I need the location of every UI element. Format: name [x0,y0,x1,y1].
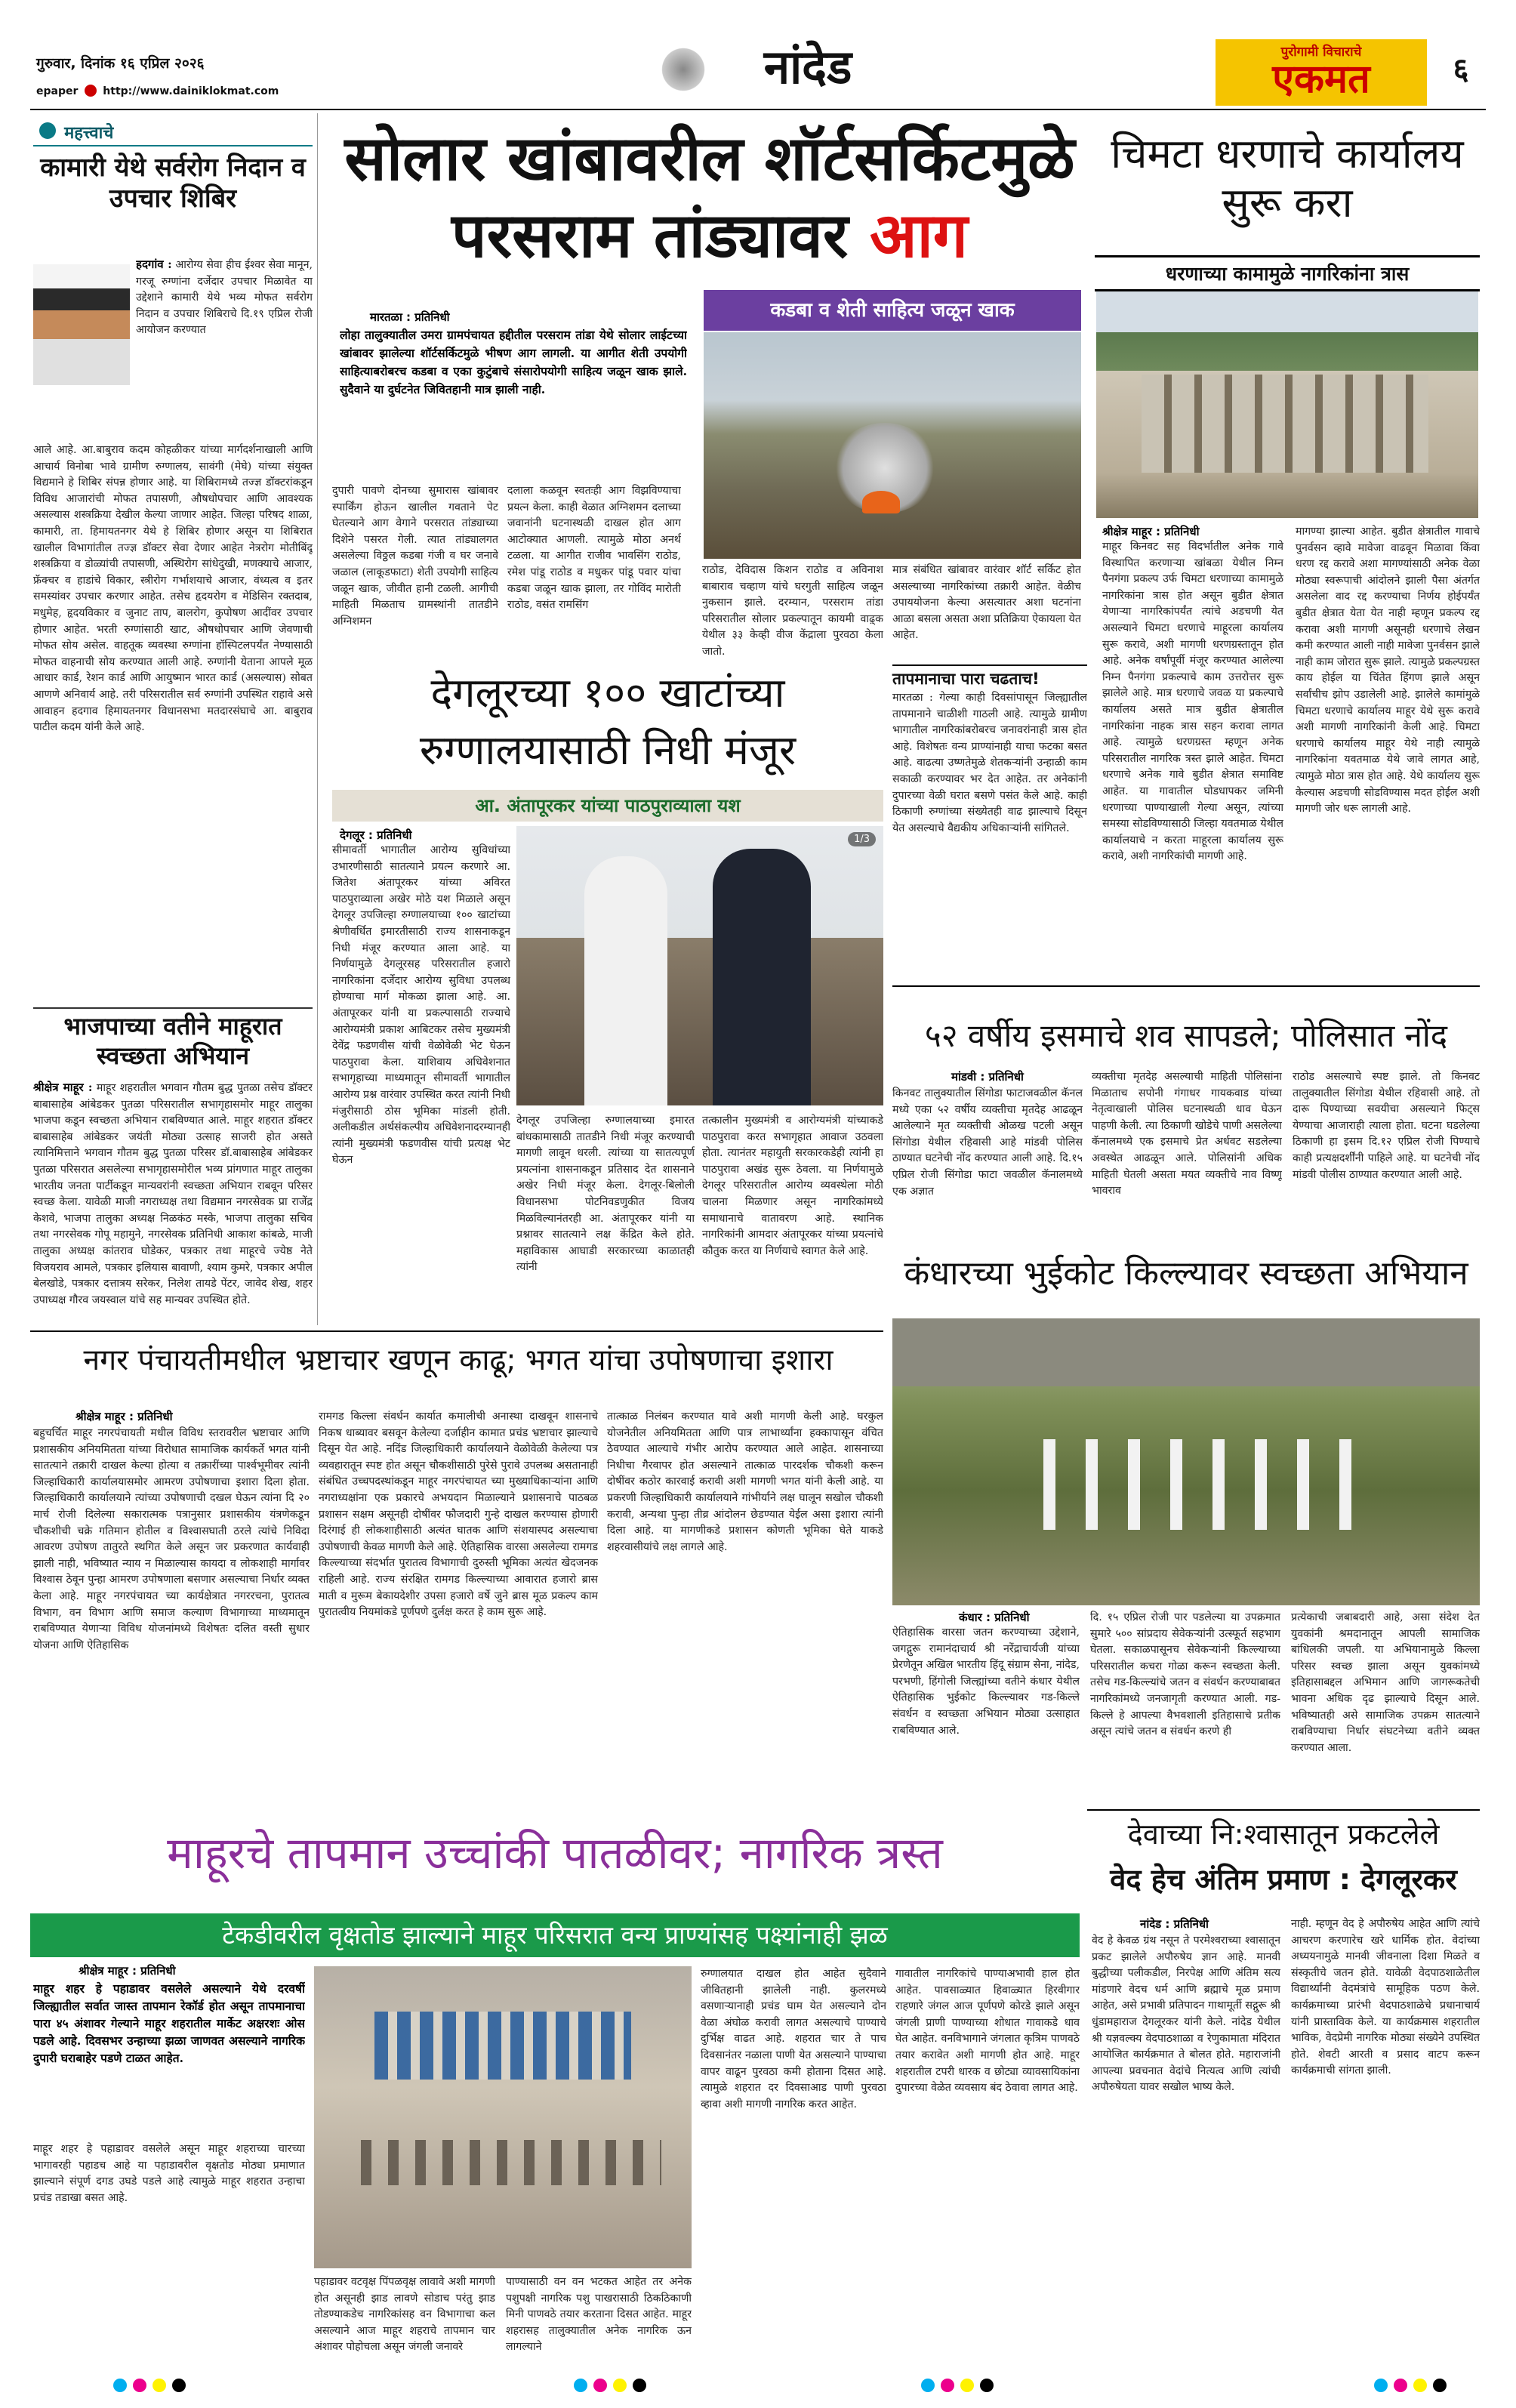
reg-mark-yellow [153,2379,166,2392]
fort-col3: प्रत्येकाची जबाबदारी आहे, असा संदेश देत युवकांनी श्रमदानातून आपली सामाजिक बांधिलकी जपली. या अभियानामुळे किल्ला परिसर स्वच्छ झाला असून युवकांमध्ये इतिहासाबद्दल अभिमान आणि जागरूकतेची भावना अधिक दृढ झाल्याचे दिसून आले. भविष्यातही असे सामाजिक उपक्रम सातत्याने राबविण्याचा निर्धार संघटनेच्या वतीने व्यक्त करण्यात आला. [1291,1611,1480,1754]
lead-col1: दुपारी पावणे दोनच्या सुमारास खांबावर स्पार्किंग होऊन खालील गवताने पेट घेतल्याने आग वेगाने परसरात तांड्याच्या दिशेने पसरत गेली. त्यात तांड्यालगत असलेल्या विठ्ठल कडबा गंजी व घर जनावे जळाल (लाकूडफाटा) शेती उपयोगी साहित्य जळून खाक, जीवीत हानी टळली. आगीची माहिती मिळताच ग्रामस्थांनी तातडीने अग्निशमन [332,485,498,627]
sidebar-rule [317,113,318,1325]
story1-lead [136,257,313,438]
lead-col3: राठोड, देविदास किशन राठोड व अविनाश बाबाराव चव्हाण यांचे घरगुती साहित्य जळून नुकसान झाले. दरम्यान, परसराम तांडा परिसरातील सोलार प्रकल्पातून कायमी वाढ़्क येथील ३३ केव्ही वीज केंद्राला पुरवठा केला जातो. [702,564,883,658]
lead-fire-photo [704,332,1081,559]
masthead [30,36,1486,112]
hospital-col2: देगलूर उपजिल्हा रुग्णालयाच्या इमारत बांधकामासाठी तातडीने निधी मंजूर करण्याची मागणी लावून धरली. त्यांच्या या सातत्यपूर्ण प्रयत्नांना शासनाकडून प्रतिसाद देत शासनाने अखेर निधी मंजूर केला. देगलूर-बिलोली विधानसभा पोटनिवडणुकीत विजय मिळविल्यानंतरही आ. अंतापूरकर यांनी या प्रश्नावर सातत्याने लक्ष केंद्रित केले होते. महाविकास आघाडी सरकारच्या काळातही त्यांनी [516,1115,695,1274]
story1-portrait [33,264,130,385]
masthead-url-line [36,85,279,97]
reg-mark-black-3 [980,2379,994,2392]
lead-col4: मात्र संबंधित खांबावर वारंवार शॉर्ट सर्किट होत असल्याच्या नागरिकांच्या तक्रारी आहेत. वेळीच उपाययोजना केल्या असत्यातर अशा घटनांना आळा बसला असता अशा प्रतिक्रिया ऐकायला येत आहेत. [892,564,1081,642]
page-number: ६ [1453,52,1469,87]
registration-marks-bottom [30,2379,1486,2395]
heat-headline: माहूरचे तापमान उच्चांकी पातळीवर; नागरिक त्रस्त [167,1827,943,1879]
fort-wall-icon [892,1318,1480,1386]
paper-brand [1216,39,1427,106]
reg-mark-black-2 [633,2379,646,2392]
temp-short-headline: तापमानाचा पारा चढताच! [892,670,1040,688]
reg-mark-cyan-3 [921,2379,935,2392]
city-ornament-icon [657,47,710,92]
body-found-col3: राठोड असल्याचे स्पष्ट झाले. तो किनवट तालुक्यातील सिंगोडा येथील रहिवासी आहे. तो दारू पिण्याच्या सवयीचा असल्याने फिट्स येण्याचा आजाराही त्याला होता. घटना घडलेल्या ठिकाणी हा इसम दि.१२ एप्रिल रोजी पिण्याचे काही प्रत्यक्षदर्शींनी पाहिले आहे. या घटनेची नोंद मांडवी पोलीस ठाण्यात करण्यात आली आहे. [1293,1071,1480,1181]
volunteers-icon [1013,1439,1360,1530]
lead-intro-box [340,310,687,476]
fort-col2: दि. १५ एप्रिल रोजी पार पडलेल्या या उपक्रमात सुमारे ५०० सांप्रदाय सेवेकऱ्यांनी उत्स्फूर्त सहभाग घेतला. सकाळपासूनच सेवेकऱ्यांनी किल्ल्याच्या परिसरातील कचरा गोळा करून स्वच्छता केली. तसेच गड-किल्ल्यांचे जतन व संवर्धन करण्याबाबत नागरिकांमध्ये जनजागृती करण्यात आली. गड-किल्ले हे आपल्या वैभवशाली इतिहासाचे प्रतीक असून त्यांचे जतन व संवर्धन करणे ही [1090,1611,1280,1738]
reg-mark-yellow-4 [1413,2379,1427,2392]
city-banner [657,36,906,106]
section-icon [39,122,56,139]
body-found-col2: व्यक्तीचा मृतदेह असल्याची माहिती पोलिसांना मिळाताच सपोनी गंगाधर गायकवाड यांच्या नेतृत्वाखाली पोलिस घटनास्थळी धाव घेऊन पाहणी केली. त्या ठिकाणी खोडेचे पाणी असलेल्या कॅनालमध्ये एक इसमाचे प्रेत अर्धवट सडलेल्या अवस्थेत आढळून आले. पोलिसांनी अधिक माहिती घेतली असता मयत व्यक्तीचे नाव विष्णू भावराव [1092,1071,1282,1198]
lead-headline-black: परसराम तांड्यावर [451,200,849,272]
body-found-byline: मांडवी : प्रतिनिधी [951,1070,1024,1084]
heat-subhead: टेकडीवरील वृक्षतोड झाल्याने माहूर परिसरात वन्य प्राण्यांसह पक्ष्यांनाही झळ [222,1920,888,1950]
reg-mark-magenta [133,2379,146,2392]
body-found-headline: ५२ वर्षीय इसमाचे शव सापडले; पोलिसात नोंद [924,1017,1448,1054]
veda-byline: नांदेड : प्रतिनिधी [1140,1917,1209,1931]
reg-mark-cyan [113,2379,127,2392]
masthead-rule [30,109,1486,110]
veda-headline-line2: वेद हेच अंतिम प्रमाण : देगलूरकर [1110,1863,1457,1896]
lead-subhead-bar [704,290,1081,331]
story1-lead-text: आरोग्य सेवा हीच ईश्वर सेवा मानून, गरजू रुग्णांना दर्जेदार उपचार मिळावेत या उद्देशाने कामारी येथे भव्य मोफत सर्वरोग निदान व उपचार शिबिराचे दि.१९ एप्रिल रोजी आयोजन करण्यात [136,259,313,337]
nagar-col1: बहुचर्चित माहूर नगरपंचायती मधील विविध स्तरावरील भ्रष्टाचार आणि प्रशासकीय अनियमितता यांच्या विरोधात सामाजिक कार्यकर्ते भगत यांनी सातत्याने तक्रारी दाखल केल्या होत्या व तक्रारींच्या पार्श्वभूमीवर त्यांनी जिल्हाधिकारी कार्यालयासमोर आमरण उपोषणाचा इशारा दिला होता. जिल्हाधिकारी कार्यालयाने त्यांच्या उपोषणाची दखल घेऊन त्यांना दि २० मार्च रोजी दिलेल्या सकारात्मक पत्रानुसार प्रशासकीय यंत्रणेकडून चौकशीची चक्रे गतिमान होतील व विश्वासघाती ठरले त्यांचे निविदा आवरण उपोषण तातुरते स्थगित केले असून जर प्रकरणात कार्यवाही झाली नाही, भविष्यात न्याय न मिळाल्यास कायदा व लोकशाही मार्गावर विश्वास ठेवून पुन्हा आमरण उपोषणाला बसणार असल्याचा निर्धार व्यक्त केला आहे. माहूर नगरपंचायत च्या कार्यक्षेत्रात नगररचना, पुरातत्व विभाग, वन विभाग आणि समाज कल्याण विभागाच्या माध्यमातून राबविण्यात येणाऱ्या विविध योजनांमध्ये विशेषतः दलित वस्ती सुधार योजना आणि ऐतिहासिक [33,1427,310,1651]
heat-intro: माहूर शहर हे पहाडावर वसलेले असल्याने येथे दरवर्षी जिल्ह्यातील सर्वात जास्त तापमान रेकॉर्ड होत असून तापमानाचा पारा ४५ अंशावर गेल्याने माहूर शहरातील मार्केट अक्षरशः ओस पडले आहे. दिवसभर उन्हाच्या झळा जाणवत असल्याने नागरिक दुपारी घराबाहेर पडणे टाळत आहेत. [33,1981,305,2065]
story2-body-text: माहूर शहरातील भगवान गौतम बुद्ध पुतळा तसेच डॉक्टर बाबासाहेब आंबेडकर पुतळा परिसरातील सभागृहासमोर माहूर तालुका भाजपा कडून स्वच्छता अभियान राबविण्यात आले. माहूर शहरात डॉक्टर बाबासाहेब आंबेडकर जयंती मोठ्या उत्साह साजरी होत असते त्यानिमित्ताने भगवान गौतम बुद्ध पुतळा परिसर डॉ.बाबासाहेब आंबेडकर पुतळा परिसरात असलेल्या सभागृहासमोरील भव्य प्रांगणात माहूर तालुका भारतीय जनता पार्टीकडून मान्यवरांनी स्वच्छता अभियान राबवून परिसर स्वच्छ केला. यावेळी माजी नगराध्यक्ष तथा विद्यमान नगरसेवक प्रा राजेंद्र केशवे, भाजपा तालुका अध्यक्ष निळकंठ मस्के, भाजपा तालुका सचिव तथा नगरसेवक गोपू महामुने, नगरसेवक प्रतिनिधी आकाश कांबळे, माजी तालुका अध्यक्ष कांतराव घोडेकर, पत्रकार तथा माहूरचे ज्येष्ठ नेते विजयराव आमले, पत्रकार इलियास बावाणी, श्याम कुमरे, पत्रकार अपील बेलखोडे, पत्रकार दत्तात्रय सरेकर, निलेश तायडे पेंटर, जावेद शेख, शहर उपाध्यक्ष गौरव जयस्वाल यांचे सह मान्यवर उपस्थित होते. [33,1082,313,1306]
epaper-label: epaper [36,85,79,97]
dharna-headline: चिमटा धरणाचे कार्यालय सुरू करा [1111,130,1464,227]
masthead-date: गुरुवार, दिनांक १६ एप्रिल २०२६ [36,55,205,72]
photo-counter[interactable]: 1/3 [848,832,876,846]
body-found-rule [892,985,1480,987]
story1-byline: हदगांव : [136,257,172,271]
heat-col3: पाण्यासाठी वन वन भटकत आहेत तर अनेक पशुपक्षी नागरिक पशु पाखरासाठी ठिकठिकाणी मिनी पाणवठे तयार करताना दिसत आहेत. माहूर शहरासह तालुक्यातील अनेक नागरिक ऊन लागल्याने [506,2276,692,2354]
veda-col2: नाही. म्हणून वेद हे अपौरुषेय आहेत आणि त्यांचे आचरण करणारेच खरे धार्मिक होत. वेदांच्या अध्ययनामुळे मानवी जीवनाला दिशा मिळते व संस्कृतीचे जतन होते. यावेळी वेदपाठशाळेतील विद्यार्थ्यांनी वेदमंत्रांचे सामूहिक पठण केले. कार्यक्रमाच्या प्रारंभी वेदपाठशाळेचे प्रधानाचार्य यांनी प्रास्ताविक केले. या कार्यक्रमास शहरातील भाविक, वेदप्रेमी नागरिक मोठ्या संख्येने उपस्थित होते. शेवटी आरती व प्रसाद वाटप करून कार्यक्रमाची सांगता झाली. [1291,1918,1480,2077]
reg-mark-yellow-3 [960,2379,974,2392]
heat-byline: श्रीक्षेत्र माहूर : प्रतिनिधी [79,1964,176,1978]
hospital-headline-line2: रुग्णालयासाठी निधी मंजूर [419,726,797,774]
heat-col5: गावातील नागरिकांचे पाण्याअभावी हाल होत आहेत. पावसाळ्यात हिवाळ्यात हिरवीगार राहणारे जंगल आज पूर्णपणे कोरडे झाले असून जंगली प्राणी पाण्याच्या शोधात गावाकडे धाव घेत आहेत. वनविभागाने जंगलात कृत्रिम पाणवठे तयार करावेत अशी मागणी होत आहे. माहूर शहरातील टपरी धारक व छोट्या व्यावसायिकांना दुपारच्या वेळेत व्यवसाय बंद ठेवावा लागत आहे. [895,1968,1080,2095]
story1-headline: कामारी येथे सर्वरोग निदान व उपचार शिबिर [40,153,306,214]
hospital-subhead: आ. अंतापूरकर यांच्या पाठपुराव्याला यश [475,795,741,816]
temp-short [892,664,1087,982]
reg-mark-black-4 [1433,2379,1447,2392]
heat-col2: पहाडावर वटवृक्ष पिंपळवृक्ष लावावे अशी मागणी होत असूनही झाड लावणे सोडाच परंतु झाड तोडण्याकडेच नागरिकांसह वन विभागाचा कल असल्याने आज माहूर शहराचे तापमान चार अंशावर पोहोचला असून जंगली जनावरे [314,2276,495,2354]
heat-intro-box [33,1963,305,2137]
story1-body: आले आहे. आ.बाबुराव कदम कोहळीकर यांच्या मार्गदर्शनाखाली आणि आचार्य विनोबा भावे ग्रामीण रुग्णालय, सावंगी (मेघे) यांच्या संयुक्त विद्यमाने हे शिबिर संपन्न होणार आहे. या शिबिरामध्ये तज्ज्ञ डॉक्टरांकडून विविध आजारांची मोफत तपासणी, औषधोपचार आणि आवश्यक असल्यास शस्त्रक्रिया देखील केल्या जाणार आहेत. जिल्हा परिषद शाळा, कामारी, ता. हिमायतनगर येथे हे शिबिर होणार असून या शिबिरात खालील विभागांतील तज्ज्ञ डॉक्टर सेवा देणार आहेत नेत्ररोग मोतीबिंदू शस्त्रक्रिया व डोळ्यांची तपासणी, अस्थिरोग सांधेदुखी, मणक्याचे आजार, फ्रॅक्चर व हाडांचे विकार, स्त्रीरोग गर्भाशयाचे आजार, वंध्यत्व व इतर समस्यांवर उपचार करणार आहेत. तसेच हृदयरोग व मेडिसिन रक्तदाब, मधुमेह, हृदयविकार व जुनाट ताप, बालरोग, कुपोषण आदींवर उपचार होणार आहेत. भरती रुग्णांसाठी खाट, औषधोपचार आणि जेवणाची मोफत सोय असेल. वाहतूक व्यवस्था रुग्णांना हॉस्पिटलपर्यंत नेण्यासाठी मोफत वाहनाची सोय करण्यात आली आहे. रुग्णांनी येताना आपले मूळ आधार कार्ड, रेशन कार्ड आणि आयुष्मान भारत कार्ड (असल्यास) सोबत आणणे अनिवार्य आहे. तरी परिसरातील सर्व रुग्णांनी उपस्थित राहावे असे आवाहन हदगाव हिमायतनगर विधानसभा मतदारसंघाचे आ. बाबुराव पाटील कदम यांनी केले आहे. [33,444,313,734]
section-label-text: महत्त्वाचे [64,124,114,143]
sidebar-divider [33,1007,313,1009]
hospital-byline: देगलूर : प्रतिनिधी [340,828,412,842]
nagar-col2: रामगड किल्ला संवर्धन कार्यात कमालीची अनास्था दाखवून शासनाचे निकष धाब्यावर बसवून केलेल्या दर्जाहीन कामात प्रचंड भ्रष्टाचार झाल्याचे दिसून येत आहे. नदिंड जिल्हाधिकारी कार्यालयाने वेळोवेळी केलेल्या पत्र व्यवहारातून स्पष्ट होत असून चौकशीसाठी पुरेसे पुरावे उपलब्ध असतानाही संबंधित उच्चपदस्थांकडून माहूर नगरपंचायत च्या मुख्याधिकाऱ्यांना आणि नगराध्यक्षांना एक प्रकारचे अभयदान मिळाल्याने प्रशासनाचे पाठबळ प्रशासन सक्षम असूनही दोषींवर फौजदारी गुन्हे दाखल करण्यास होणारी दिरंगाई ही लोकशाहीसाठी अत्यंत घातक आणि संशयास्पद असल्याचा उपोषणाची केवळ मागणी केले आहे. ऐतिहासिक वारसा असलेल्या रामगड किल्ल्याच्या संदर्भात पुरातत्व विभागाची दुरुस्ती भूमिका अत्यंत खेदजनक राहिली आहे. राज्य संरक्षित रामगड किल्ल्याच्या आवारात हजारो ब्रास माती व मुरूम बेकायदेशीर उपसा हजारो वर्षे जुने ब्रास मूळ प्रकल्प काम पुरातत्वीय नियमांकडे पूर्णपणे दुर्लक्ष करत हे काम सुरू आहे. [319,1411,598,1619]
body-found-col1: किनवट तालुक्यातील सिंगोडा फाटाजवळील कॅनल मध्ये एका ५२ वर्षीय व्यक्तीचा मृतदेह आढळून आलेल्याने मृत व्यक्तीची ओळख पटली असून सिंगोडा येथील रहिवासी आहे मांडवी पोलिस ठाण्यात घटनेची नोंद करण्यात आली आहे. दि.१५ एप्रिल रोजी सिंगोडा फाटा जवळील कॅनालमध्ये एक अज्ञात [892,1087,1083,1198]
reg-mark-yellow-2 [613,2379,627,2392]
nagar-rule [30,1330,883,1332]
person-left-icon [584,856,667,1105]
person-right-icon [713,849,811,1105]
story2-body [33,1080,313,1321]
water-trough-icon [374,2012,631,2080]
reg-mark-magenta-4 [1394,2379,1407,2392]
heat-subhead-bar [30,1913,1080,1957]
sidebar [33,113,313,1325]
reg-mark-magenta-2 [593,2379,607,2392]
lead-headline-line1: सोलार खांबावरील शॉर्टसर्किटमुळे [344,123,1075,195]
hospital-photo [516,826,883,1105]
fort-byline: कंधार : प्रतिनिधी [959,1611,1030,1624]
heat-col4: रुग्णालयात दाखल होत आहेत सुदैवाने जीवितहानी झालेली नाही. कुलरमध्ये वसणाऱ्यानाही प्रचंड घाम येत असल्याने दोन वेळा अंघोळ करावी लागत असल्याचे पाण्याचे दुर्भिक्ष वाढत आहे. शहरात चार ते पाच दिवसानंतर नळाला पाणी येत असल्याने पाण्याचा वापर वाढून पुरवठा कमी होताना दिसत आहे. त्यामुळे शहरात दर दिवसाआड पाणी पुरवठा व्हावा अशी मागणी नागरिक करत आहेत. [701,1968,886,2110]
reg-mark-cyan-2 [574,2379,587,2392]
dharna-subhead: धरणाच्या कामामुळे नागरिकांना त्रास [1095,255,1480,291]
lead-headline-line2 [332,200,1087,272]
fort-headline: कंधारच्या भुईकोट किल्ल्यावर स्वच्छता अभियान [904,1254,1468,1293]
hospital-headline-line1: देगलूरच्या १०० खाटांच्या [430,669,785,717]
city-title: नांदेड [763,39,852,94]
lead-subhead: कडबा व शेती साहित्य जळून खाक [770,299,1015,322]
section-label [33,116,313,146]
veda-rule [1087,1809,1480,1811]
reg-mark-black [172,2379,186,2392]
hospital-col3: तत्कालीन मुख्यमंत्री व आरोग्यमंत्री यांच्याकडे पाठपुरावा करत सभागृहात आवाज उठवला होता. त्यानंतर महायुती सरकारकडेही त्यांनी हा पाठपुरावा अखंड सुरू ठेवला. या निर्णयामुळे देगलूर परिसरातील आरोग्य व्यवस्थेला मोठी चालना मिळणार असून नागरिकांमध्ये समाधानाचे वातावरण आहे. स्थानिक नागरिकांनी आमदार अंतापूरकर यांच्या प्रयत्नांचे कौतुक करत या निर्णयाचे स्वागत केले आहे. [702,1115,883,1257]
heat-col1: माहूर शहर हे पहाडावर वसलेले असून माहूर शहराच्या चारच्या भागावरही पहाडच आहे या पहाडावरील वृक्षतोड मोठ्या प्रमाणात झाल्याने संपूर्ण दगड उघडे पडले आहे त्यामुळे माहूर शहरात उन्हाचा प्रचंड तडाखा बसत आहे. [33,2143,305,2204]
fire-flame-icon [862,491,900,513]
dharna-col1: माहूर किनवट सह विदर्भातील अनेक गावे विस्थापित करणाऱ्या खांबळा येथील निम्न पैनगंगा प्रकल्प उर्फ चिमटा धरणाच्या कामामुळे नागरिकांना त्रास होत असून बुडीत क्षेत्रात येणाऱ्या नागरिकांपर्यंत त्यांचे अडचणी येत असल्याने चिमटा धरणाचे माहूरला कार्यालय सुरू करावे, अशी मागणी धरणग्रस्तातून होत आहे. अनेक वर्षांपूर्वी मंजूर करण्यात आलेल्या निम्न पैनगंगा प्रकल्पाचे काम उत्तरोत्तर सुरू झालेले आहे. मात्र धरणाचे जवळ या प्रकल्पाचे कार्यालय असते मात्र बुडीत क्षेत्रातील नागरिकांना नाहक त्रास सहन करावा लागत आहे. त्यामुळे धरणग्रस्त म्हणून अनेक परिसरातील नागरिक त्रस्त झाले आहेत. चिमटा धरणाचे अनेक गावे बुडीत क्षेत्रात समाविष्ट आहेत. या गावातील घोडधापकर जमिनी धरणाच्या पाण्याखाली गेल्या असून, त्यांच्या समस्या सोडविण्यासाठी जिल्हा यवतमाळ येथील कार्यालयाचे न करता माहूरला कार्यालय सुरू करावे, अशी नागरिकांची मागणी आहे. [1102,541,1283,863]
story2-byline: श्रीक्षेत्र माहूर : [33,1081,93,1094]
veda-col1: वेद हे केवळ ग्रंथ नसून ते परमेश्वराच्या श्वासातून प्रकट झालेले अपौरुषेय ज्ञान आहे. मानवी बुद्धीच्या पलीकडील, निरपेक्ष आणि अंतिम सत्य मांडणारे वेदच धर्म आणि ब्रह्माचे मूळ प्रमाण आहेत, असे प्रभावी प्रतिपादन गाथामूर्ती सद्गुरू श्री धुंडामहाराज देगलूरकर यांनी केले. नांदेड येथील श्री यज्ञवल्क्य वेदपाठशाळा व रेणुकामाता मंदिरात आयोजित कार्यक्रमात ते बोलत होते. महाराजांनी आपल्या प्रवचनात वेदांचे नित्यत्व आणि त्यांची अपौरुषेयता यावर सखोल भाष्य केले. [1092,1935,1280,2094]
masthead-url[interactable]: http://www.dainiklokmat.com [103,85,279,97]
hospital-subhead-bar [332,790,883,822]
brand-name: एकमत [1272,57,1370,102]
building-icon [1142,375,1428,473]
birds-icon [344,2140,661,2185]
nagar-byline: श्रीक्षेत्र माहूर : प्रतिनिधी [75,1410,173,1423]
lead-headline-red: आग [869,200,968,272]
nagar-headline: नगर पंचायतीमधील भ्रष्टाचार खणून काढू; भगत यांचा उपोषणाचा इशारा [83,1343,833,1377]
story2-headline: भाजपाच्या वतीने माहूरात स्वच्छता अभियान [63,1012,282,1071]
temp-short-body: मारतळा : गेल्या काही दिवसांपासून जिल्ह्यातील तापमानाने चाळीशी गाठली आहे. त्यामुळे ग्रामीण भागातील नागरिकांबरोबरच जनावरांनाही त्रास होत आहे. विशेषतः वन्य प्राण्यांनाही याचा फटका बसत आहे. वाढत्या उष्णतेमुळे शेतकऱ्यांनी उन्हाळी काम सकाळी करण्यावर भर देत आहेत. तर अनेकांनी दुपारच्या वेळी घरात बसणे पसंत केले आहे. काही ठिकाणी रुग्णांच्या संख्येतही वाढ झाल्याचे दिसून येत असल्याचे वैद्यकीय अधिकाऱ्यांनी सांगितले. [892,692,1087,834]
veda-headline-line1: देवाच्या नि:श्वासातून प्रकटलेले [1127,1818,1440,1851]
dharna-byline: श्रीक्षेत्र माहूर : प्रतिनिधी [1102,525,1200,538]
globe-icon [85,85,97,97]
lead-byline: मारतळा : प्रतिनिधी [370,310,450,324]
hospital-col1: सीमावर्ती भागातील आरोग्य सुविधांच्या उभारणीसाठी सातत्याने प्रयत्न करणारे आ. जितेश अंतापूरकर यांच्या अविरत पाठपुराव्याला अखेर मोठे यश मिळाले असून देगलूर उपजिल्हा रुग्णालयाच्या १०० खाटांच्या श्रेणीवर्धित इमारतीसाठी राज्य शासनाकडून निधी मंजूर करण्यात आला आहे. या निर्णयामुळे देगलूरसह परिसरातील हजारो नागरिकांना दर्जेदार आरोग्य सुविधा उपलब्ध होण्याचा मार्ग मोकळा झाला आहे. आ. अंतापूरकर यांनी या प्रकल्पासाठी राज्याचे आरोग्यमंत्री प्रकाश आबिटकर तसेच मुख्यमंत्री देवेंद्र फडणवीस यांची वेळोवेळी भेट घेऊन पाठपुरावा केला. याशिवाय अधिवेशनात सभागृहाच्या माध्यमातून सीमावर्ती भागातील आरोग्य प्रश्न वारंवार उपस्थित करत त्यांनी निधी मंजुरीसाठी ठोस भूमिका मांडली होती. अलीकडील अर्थसंकल्पीय अधिवेशनादरम्यानही त्यांनी मुख्यमंत्री फडणवीस यांची प्रत्यक्ष भेट घेऊन [332,844,510,1167]
reg-mark-magenta-3 [941,2379,954,2392]
nagar-col3: तात्काळ निलंबन करण्यात यावे अशी मागणी केली आहे. घरकुल योजनेतील अनियमितता आणि पात्र लाभार्थ्यांना हक्कापासून वंचित ठेवण्यात आल्याचे गंभीर आरोप करण्यात आले आहेत. शासनाच्या निधीचा गैरवापर होत असल्याने तात्काळ पारदर्शक चौकशी करून दोषींवर कठोर कारवाई करावी अशी मागणी भगत यांनी केली आहे. या प्रकरणी जिल्हाधिकारी कार्यालयाने गांभीर्याने लक्ष घालून सखोल चौकशी करावी, अन्यथा पुन्हा तीव्र आंदोलन छेडण्यात येईल असा इशारा त्यांनी दिला आहे. या मागणीकडे प्रशासन कोणती भूमिका घेते याकडे शहरवासीयांचे लक्ष लागले आहे. [607,1411,883,1553]
reg-mark-cyan-4 [1374,2379,1388,2392]
lead-intro: लोहा तालुक्यातील उमरा ग्रामपंचायत हद्दीतील परसराम तांडा येथे सोलार लाईटच्या खांबावर झालेल्या शॉर्टसर्किटमुळे भीषण आग लागली. या आगीत शेती उपयोगी साहित्याबरोबरच कडबा व एका कुटुंबाचे संसारोपयोगी साहित्य जळून खाक झाले. सुदैवाने या दुर्घटनेत जिवितहानी मात्र झाली नाही. [340,328,687,396]
dharna-office-photo [1096,291,1478,518]
heat-birds-photo [314,1966,692,2268]
fort-photo [892,1318,1480,1605]
brand-tagline: पुरोगामी विचाराचे [1280,45,1362,60]
fort-col1: ऐतिहासिक वारसा जतन करण्याच्या उद्देशाने, जगद्गुरू रामानंदाचार्य श्री नरेंद्राचार्यजी यांच्या प्रेरणेतून अखिल भारतीय हिंदू संग्राम सेना, नांदेड, परभणी, हिंगोली जिल्ह्यांच्या वतीने कंधार येथील ऐतिहासिक भुईकोट किल्ल्यावर गड-किल्ले संवर्धन व स्वच्छता अभियान मोठ्या उत्साहात राबविण्यात आले. [892,1626,1080,1737]
dharna-col2: मागण्या झाल्या आहेत. बुडीत क्षेत्रातील गावाचे पुनर्वसन व्हावे मावेजा वाढवून मिळावा किंवा धरण रद्द करावे अशा मागण्यांसाठी अनेक वेळा मोठ्या स्वरूपाची आंदोलने झाली पैसा अंतर्गत असलेला वाद रद्द करण्याचा निर्णय होईपर्यंत बुडीत क्षेत्रात येता येत नाही म्हणून प्रकल्प रद्द करावा अशी मागणी असूनही धरणाचे लेखन कमी करण्यात आली नाही मावेजा पुनर्वसन झाले नाही काम जोरात सुरू झाले. त्यामुळे प्रकल्पग्रस्त काय होईल या चिंतेत हिंगण झाले असून सर्वांचीच झोप उडालेली आहे. झालेले कामांमुळे चिमटा धरणाचे कार्यालय माहूर येथे सुरू करावे अशी मागणी नागरिकांनी केली आहे. चिमटा धरणाचे कार्यालय माहूर येथे नाही त्यामुळे नागरिकांना यवतमाळ येथे जावे लागत आहे, त्यामुळे मोठा त्रास होत आहे. येथे कार्यालय सुरू केल्यास अडचणी सोडविण्यास मदत होईल अशी मागणी जोर धरू लागली आहे. [1296,526,1480,816]
lead-col2: दलाला कळवून स्वतःही आग विझविण्याचा प्रयत्न केला. काही वेळात अग्निशमन दलाच्या जवानांनी घटनास्थळी दाखल होत आग आटोक्यात आणली. त्यामुळे मोठा अनर्थ टळला. या आगीत राजीव भावसिंग राठोड, रमेश पांडू राठोड व मधुकर पांडू पवार यांचा कडबा जळून खाक झाला, तर गोविंद मारोती राठोड, वसंत रामसिंग [507,485,681,612]
